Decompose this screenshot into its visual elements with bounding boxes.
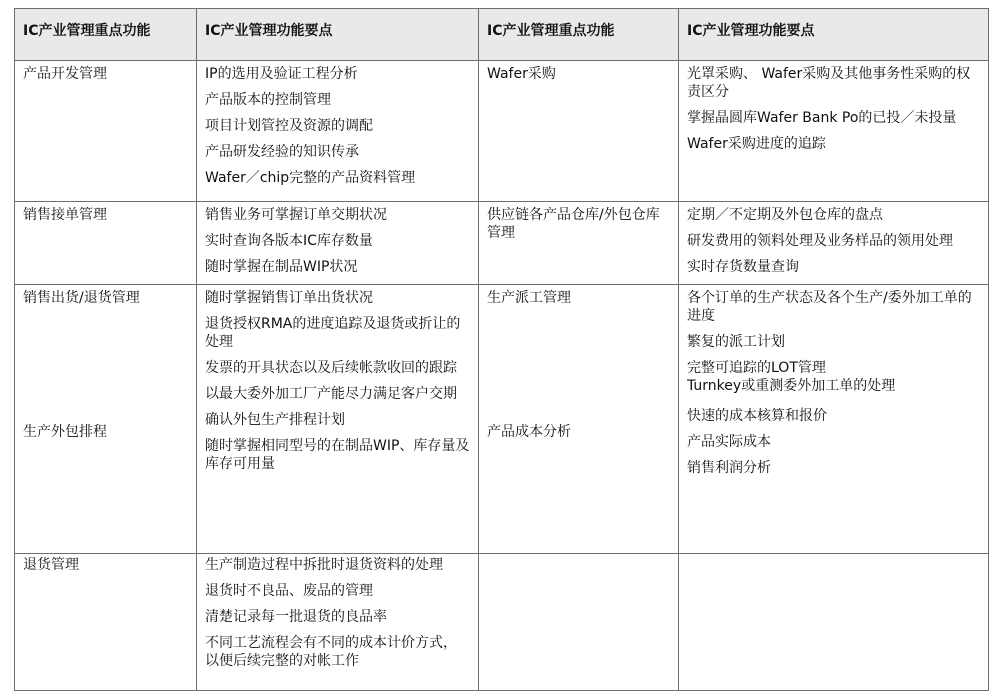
header-row	[15, 9, 989, 61]
point-item: Wafer采购进度的追踪	[687, 136, 826, 152]
point-item: 光罩采购、 Wafer采购及其他事务性采购的权责区分	[687, 66, 971, 100]
points-cell	[197, 285, 479, 554]
table-row	[15, 61, 989, 202]
point-item: 产品实际成本	[687, 434, 771, 450]
header-function-points-1: IC产业管理功能要点	[197, 9, 479, 61]
function-name: 销售出货/退货管理	[23, 290, 140, 306]
function-cell	[15, 202, 197, 285]
function-name: 生产派工管理	[487, 290, 571, 306]
point-item: 实时查询各版本IC库存数量	[205, 233, 373, 249]
points-cell	[197, 554, 479, 691]
points-cell	[679, 285, 989, 554]
point-item: 产品研发经验的知识传承	[205, 144, 359, 160]
point-item: 退货授权RMA的进度追踪及退货或折让的处理	[205, 316, 461, 350]
point-item: 销售利润分析	[687, 460, 771, 476]
point-item: 完整可追踪的LOT管理 Turnkey或重测委外加工单的处理	[687, 360, 896, 394]
empty-cell	[479, 554, 679, 691]
point-item: 随时掌握在制品WIP状况	[205, 259, 358, 275]
point-item: 随时掌握相同型号的在制品WIP、库存量及库存可用量	[205, 438, 470, 472]
point-item: 以最大委外加工厂产能尽力满足客户交期	[205, 386, 457, 402]
point-item: 销售业务可掌握订单交期状况	[205, 207, 387, 223]
table-row	[15, 285, 989, 554]
point-item: 发票的开具状态以及后续帐款收回的跟踪	[205, 360, 457, 376]
point-item: 各个订单的生产状态及各个生产/委外加工单的进度	[687, 290, 972, 324]
function-name: 产品成本分析	[487, 424, 571, 440]
point-item: 退货时不良品、废品的管理	[205, 583, 373, 599]
function-cell	[479, 61, 679, 202]
function-cell	[15, 285, 197, 554]
function-name: 退货管理	[23, 557, 79, 573]
empty-cell	[679, 554, 989, 691]
function-cell	[15, 61, 197, 202]
points-cell	[679, 202, 989, 285]
ic-function-table	[14, 8, 989, 691]
point-item: Wafer／chip完整的产品资料管理	[205, 170, 416, 186]
points-cell	[197, 202, 479, 285]
point-item: 随时掌握销售订单出货状况	[205, 290, 373, 306]
point-item: 定期／不定期及外包仓库的盘点	[687, 207, 883, 223]
point-item: 掌握晶圆库Wafer Bank Po的已投／未投量	[687, 110, 957, 126]
points-cell	[197, 61, 479, 202]
point-item: 快速的成本核算和报价	[687, 408, 827, 424]
function-name: 销售接单管理	[23, 207, 107, 223]
function-name: 产品开发管理	[23, 66, 107, 82]
function-name: Wafer采购	[487, 66, 556, 82]
point-item: 研发费用的领料处理及业务样品的领用处理	[687, 233, 953, 249]
function-cell	[15, 554, 197, 691]
table-row	[15, 554, 989, 691]
header-function-points-2: IC产业管理功能要点	[679, 9, 989, 61]
table-row	[15, 202, 989, 285]
function-cell	[479, 202, 679, 285]
point-item: 项目计划管控及资源的调配	[205, 118, 373, 134]
point-item: 清楚记录每一批退货的良品率	[205, 609, 387, 625]
point-item: 不同工艺流程会有不同的成本计价方式，以便后续完整的对帐工作	[205, 635, 457, 669]
point-item: 实时存货数量查询	[687, 259, 799, 275]
point-item: 产品版本的控制管理	[205, 92, 331, 108]
header-key-function-1: IC产业管理重点功能	[15, 9, 197, 61]
point-item: 确认外包生产排程计划	[205, 412, 345, 428]
point-item: IP的选用及验证工程分析	[205, 66, 358, 82]
function-name: 生产外包排程	[23, 424, 107, 440]
point-item: 生产制造过程中拆批时退货资料的处理	[205, 557, 443, 573]
function-cell	[479, 285, 679, 554]
function-name: 供应链各产品仓库/外包仓库管理	[487, 207, 660, 241]
points-cell	[679, 61, 989, 202]
point-item: 繁复的派工计划	[687, 334, 785, 350]
header-key-function-2: IC产业管理重点功能	[479, 9, 679, 61]
